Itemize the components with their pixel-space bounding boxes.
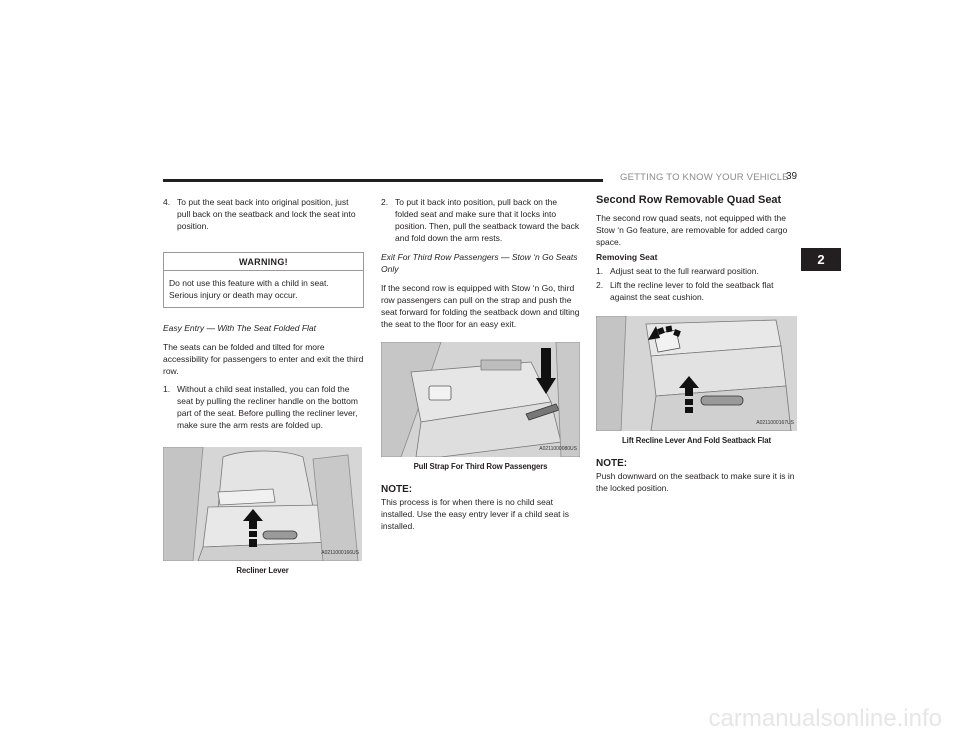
- figure-caption: Recliner Lever: [236, 566, 289, 575]
- step-text: Adjust seat to the full rearward position.: [610, 266, 759, 276]
- step-text: To put the seat back into original position, just pull back on the seatback and lock the seat into position.: [177, 197, 356, 231]
- chapter-tab: 2: [801, 248, 841, 271]
- step-number: 2.: [596, 280, 604, 290]
- step-number: 2.: [381, 197, 389, 207]
- removing-seat-heading: Removing Seat: [596, 252, 658, 262]
- figure-caption: Pull Strap For Third Row Passengers: [413, 462, 548, 471]
- step-text: Without a child seat installed, you can fold the seat by pulling the recliner handle on the bottom part of the seat. Before pulling the recliner lever, make sure the arm rests are folded up.: [177, 384, 358, 430]
- note-text: Push downward on the seatback to make sure it is in the locked position.: [596, 471, 795, 493]
- recliner-seat-illustration: [163, 447, 362, 561]
- step-number: 4.: [163, 197, 171, 207]
- step-2: [596, 279, 798, 303]
- note-text: This process is for when there is no child seat installed. Use the easy entry lever if a child seat is installed.: [381, 497, 570, 531]
- column-1: [163, 196, 364, 577]
- column-3: [596, 194, 798, 494]
- header-rule: [163, 179, 603, 182]
- intro-text: The second row quad seats, not equipped with the Stow ‘n Go feature, are removable for added cargo space.: [596, 213, 788, 247]
- step-1: [596, 265, 798, 277]
- exit-text: If the second row is equipped with Stow ‘n Go, third row passengers can pull on the strap and push the seat forward for folding the seatback down and tilting the seat to the floor for an easy exit.: [381, 283, 580, 329]
- step-1: [163, 383, 364, 431]
- easy-entry-text: The seats can be folded and tilted for more accessibility for passengers to enter and exit the third row.: [163, 342, 364, 376]
- pull-strap-illustration: [381, 342, 580, 457]
- recliner-lever-figure: [163, 447, 362, 561]
- figure-code: A0211000167US: [756, 420, 794, 426]
- warning-title: WARNING!: [164, 253, 363, 271]
- step-text: To put it back into position, pull back on the folded seat and make sure that it locks into position. Then, pull the seatback toward the back and fold down the arm rests.: [395, 197, 580, 243]
- footer-watermark: carmanualsonline.info: [708, 705, 942, 732]
- note-heading: NOTE:: [596, 458, 628, 469]
- figure-code: A0211000166US: [321, 550, 359, 556]
- section-title: Second Row Removable Quad Seat: [596, 194, 782, 206]
- figure-caption: Lift Recline Lever And Fold Seatback Flat: [622, 436, 771, 445]
- exit-heading: Exit For Third Row Passengers — Stow ‘n Go Seats Only: [381, 252, 578, 274]
- easy-entry-heading: Easy Entry — With The Seat Folded Flat: [163, 323, 316, 333]
- running-header-title: GETTING TO KNOW YOUR VEHICLE: [620, 172, 789, 183]
- warning-box: [163, 252, 364, 308]
- step-number: 1.: [596, 266, 604, 276]
- recline-fold-illustration: [596, 316, 797, 431]
- step-4: [163, 196, 364, 232]
- step-number: 1.: [163, 384, 171, 394]
- figure-code: A0211000080US: [539, 446, 577, 452]
- warning-text: Do not use this feature with a child in seat. Serious injury or death may occur.: [169, 278, 329, 300]
- page-number: 39: [786, 171, 798, 182]
- column-2: [381, 196, 581, 532]
- pull-strap-figure: [381, 342, 580, 457]
- step-text: Lift the recline lever to fold the seatback flat against the seat cushion.: [610, 280, 774, 302]
- step-2: [381, 196, 581, 244]
- note-heading: NOTE:: [381, 484, 413, 495]
- recline-lever-figure: [596, 316, 797, 431]
